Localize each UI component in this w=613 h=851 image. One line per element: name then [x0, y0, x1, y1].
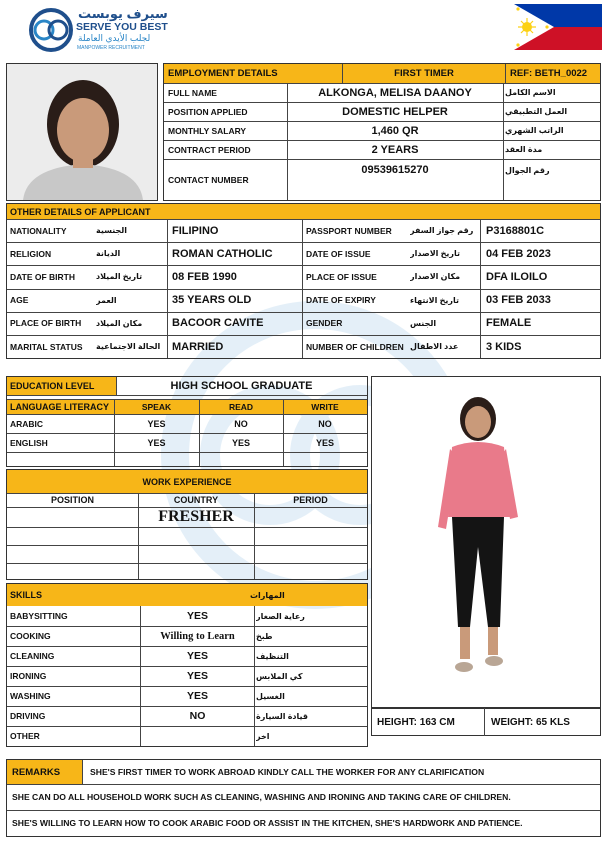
- work-header-position: POSITION: [50, 495, 94, 505]
- other-left-label: MARITAL STATUS: [10, 341, 83, 352]
- language-header: WRITE: [311, 402, 339, 412]
- language-value: YES: [147, 418, 166, 429]
- remarks-line-1: SHE'S FIRST TIMER TO WORK ABROAD KINDLY CALL THE WORKER FOR ANY CLARIFICATION: [90, 767, 485, 777]
- other-right-value: 04 FEB 2023: [486, 247, 551, 260]
- employment-row-value: 1,460 QR: [371, 124, 419, 137]
- skill-arabic: قيادة السيارة: [256, 711, 309, 721]
- other-left-label: DATE OF BIRTH: [10, 271, 76, 282]
- skill-value: YES: [186, 690, 208, 702]
- skill-arabic: الغسيل: [256, 691, 285, 701]
- skill-arabic: طبخ: [256, 631, 273, 641]
- other-left-arabic: تاريخ الميلاد: [96, 272, 143, 282]
- other-right-value: 03 FEB 2033: [486, 294, 551, 307]
- other-left-value: FILIPINO: [172, 224, 219, 237]
- other-left-label: AGE: [10, 295, 29, 306]
- employment-row-arabic: مدة العقد: [505, 145, 543, 154]
- logo-english-text: SERVE YOU BEST: [76, 21, 168, 33]
- other-right-arabic: رقم جواز السفر: [410, 226, 474, 236]
- employment-section-title: EMPLOYMENT DETAILS: [168, 68, 278, 79]
- other-left-value: MARRIED: [172, 340, 224, 353]
- other-left-arabic: الديانة: [96, 249, 121, 259]
- other-right-arabic: الجنس: [410, 318, 437, 328]
- employment-row-label: POSITION APPLIED: [168, 106, 248, 117]
- skill-value: NO: [189, 710, 206, 722]
- education-value: HIGH SCHOOL GRADUATE: [170, 380, 313, 392]
- other-left-arabic: الحالة الاجتماعية: [96, 342, 161, 352]
- work-header-country: COUNTRY: [173, 495, 219, 505]
- employment-row-label: FULL NAME: [168, 87, 217, 98]
- other-left-value: 08 FEB 1990: [172, 270, 237, 283]
- other-left-arabic: الجنسية: [96, 226, 128, 236]
- language-label: LANGUAGE LITERACY: [10, 402, 109, 412]
- work-header-period: PERIOD: [293, 495, 328, 505]
- skill-name: DRIVING: [10, 711, 46, 721]
- skill-name: CLEANING: [10, 651, 55, 661]
- fresher-note: FRESHER: [158, 508, 234, 525]
- skill-value: YES: [186, 650, 208, 662]
- other-right-arabic: مكان الاصدار: [410, 272, 461, 282]
- skill-value: [141, 726, 254, 746]
- other-left-label: NATIONALITY: [10, 225, 67, 236]
- remarks-line-2: SHE CAN DO ALL HOUSEHOLD WORK SUCH AS CLEANING, WASHING AND IRONING AND TAKING CARE OF CHILDREN.: [12, 792, 511, 802]
- other-left-value: BACOOR CAVITE: [172, 317, 264, 330]
- company-logo: [28, 6, 168, 54]
- employment-row-arabic: رقم الجوال: [505, 165, 550, 175]
- employment-row-value: 09539615270: [361, 164, 429, 176]
- skill-name: OTHER: [10, 731, 40, 741]
- other-left-arabic: العمر: [96, 295, 117, 305]
- applicant-status: FIRST TIMER: [394, 68, 454, 79]
- other-right-label: DATE OF ISSUE: [306, 248, 371, 259]
- reference-number: REF: BETH_0022: [510, 68, 588, 79]
- other-right-label: NUMBER OF CHILDREN: [306, 341, 404, 352]
- other-details-title: OTHER DETAILS OF APPLICANT: [10, 206, 151, 217]
- employment-row-value: 2 YEARS: [371, 143, 419, 156]
- skill-name: WASHING: [10, 691, 51, 701]
- other-right-label: PLACE OF ISSUE: [306, 271, 377, 282]
- skill-value: YES: [186, 610, 208, 622]
- logo-sub-english: MANPOWER RECRUITMENT: [77, 45, 145, 51]
- other-left-label: PLACE OF BIRTH: [10, 318, 82, 329]
- remarks-line-3: SHE'S WILLING TO LEARN HOW TO COOK ARABIC FOOD OR ASSIST IN THE KITCHEN, SHE'S HARDWORK AND PATIENCE.: [12, 818, 523, 828]
- employment-row-label: CONTACT NUMBER: [168, 174, 249, 185]
- skill-arabic: اخر: [256, 731, 270, 741]
- skill-arabic: رعاية الصغار: [256, 611, 305, 621]
- language-value: YES: [315, 437, 334, 448]
- height-value: HEIGHT: 163 CM: [377, 716, 455, 728]
- other-right-arabic: تاريخ الاصدار: [410, 249, 461, 259]
- employment-row-arabic: العمل التطبيقي: [505, 107, 568, 116]
- employment-row-label: CONTRACT PERIOD: [168, 144, 251, 155]
- skill-arabic: كي الملابس: [256, 671, 303, 681]
- skill-value: YES: [186, 670, 208, 682]
- other-right-arabic: تاريخ الانتهاء: [410, 295, 459, 305]
- language-header: READ: [228, 402, 254, 412]
- logo-sub-arabic: لجلب الأيدي العاملة: [78, 33, 151, 43]
- other-right-label: PASSPORT NUMBER: [306, 225, 392, 236]
- skill-name: COOKING: [10, 631, 51, 641]
- other-right-value: FEMALE: [486, 317, 532, 330]
- other-left-arabic: مكان الميلاد: [96, 318, 143, 328]
- language-name: ENGLISH: [10, 437, 48, 448]
- philippines-flag-icon: [514, 4, 602, 50]
- other-right-value: DFA ILOILO: [486, 270, 548, 283]
- other-right-value: 3 KIDS: [486, 340, 522, 353]
- other-right-label: DATE OF EXPIRY: [306, 295, 376, 306]
- other-left-label: RELIGION: [10, 248, 52, 259]
- logo-arabic-text: سيرف يوبست: [78, 6, 168, 21]
- language-value: NO: [318, 418, 332, 429]
- skill-value: Willing to Learn: [160, 630, 235, 642]
- other-right-label: GENDER: [306, 318, 343, 329]
- employment-row-arabic: الراتب الشهري: [505, 126, 564, 135]
- other-left-value: ROMAN CATHOLIC: [172, 247, 273, 260]
- work-experience-title: WORK EXPERIENCE: [142, 476, 232, 487]
- other-right-arabic: عدد الاطفال: [410, 342, 459, 352]
- employment-row-value: DOMESTIC HELPER: [342, 105, 448, 118]
- language-name: ARABIC: [10, 418, 44, 429]
- logo-emblem-icon: [28, 7, 74, 53]
- other-right-value: P3168801C: [486, 224, 545, 237]
- remarks-label: REMARKS: [12, 766, 61, 778]
- other-left-value: 35 YEARS OLD: [172, 294, 252, 307]
- skill-arabic: التنظيف: [256, 651, 289, 661]
- applicant-portrait-photo: [6, 63, 158, 201]
- education-label: EDUCATION LEVEL: [10, 381, 95, 391]
- skill-name: IRONING: [10, 671, 47, 681]
- employment-row-arabic: الاسم الكامل: [505, 88, 556, 97]
- language-value: YES: [231, 437, 250, 448]
- applicant-full-body-photo: [371, 376, 601, 708]
- employment-row-value: ALKONGA, MELISA DAANOY: [318, 86, 472, 99]
- weight-value: WEIGHT: 65 KLS: [491, 716, 570, 728]
- language-value: YES: [147, 437, 166, 448]
- language-value: NO: [234, 418, 248, 429]
- skills-title-arabic: المهارات: [250, 590, 285, 600]
- skill-name: BABYSITTING: [10, 611, 68, 621]
- skills-title: SKILLS: [10, 590, 43, 600]
- employment-row-label: MONTHLY SALARY: [168, 125, 247, 136]
- language-header: SPEAK: [141, 402, 172, 412]
